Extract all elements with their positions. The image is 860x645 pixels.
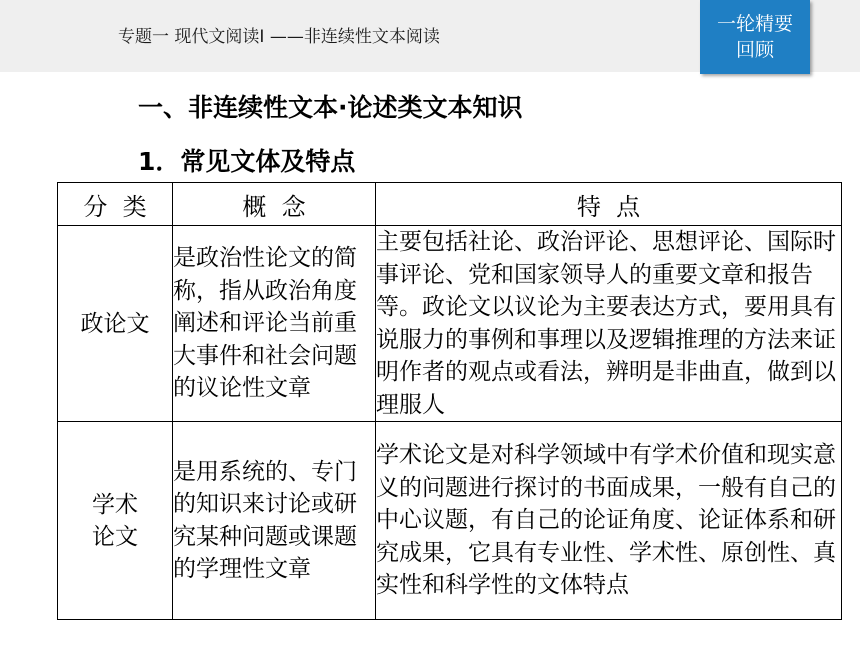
review-badge-button[interactable]	[700, 0, 810, 74]
genre-table	[57, 182, 842, 620]
table-row	[58, 226, 842, 422]
category-line: 论文	[92, 523, 138, 550]
row-feature: 学术论文是对科学领域中有学术价值和现实意义的问题进行探讨的书面成果，一般有自己的中心议题，有自己的论证角度、论证体系和研究成果，它具有专业性、学术性、原创性、真实性和科学性的文体特点	[376, 422, 842, 620]
row-category	[58, 422, 173, 620]
sub-title: 1．常见文体及特点	[138, 147, 356, 176]
header-concept: 概 念	[173, 183, 376, 226]
section-title: 一、非连续性文本·论述类文本知识	[138, 93, 523, 122]
row-concept: 是政治性论文的简称，指从政治角度阐述和评论当前重大事件和社会问题的议论性文章	[173, 226, 376, 422]
category-line: 学术	[92, 491, 138, 518]
table-row	[58, 422, 842, 620]
badge-line-2: 回顾	[735, 39, 774, 61]
badge-line-1: 一轮精要	[716, 13, 793, 35]
header-feature: 特 点	[376, 183, 842, 226]
header-category: 分 类	[58, 183, 173, 226]
row-feature: 主要包括社论、政治评论、思想评论、国际时事评论、党和国家领导人的重要文章和报告等。政论文以议论为主要表达方式，要用具有说服力的事例和事理以及逻辑推理的方法来证明作者的观点或看法，辨明是非曲直，做到以理服人	[376, 226, 842, 422]
row-category: 政论文	[58, 226, 173, 422]
header-title: 专题一 现代文阅读Ⅰ ——非连续性文本阅读	[118, 27, 440, 47]
row-concept: 是用系统的、专门的知识来讨论或研究某种问题或课题的学理性文章	[173, 422, 376, 620]
table-header-row	[58, 183, 842, 226]
